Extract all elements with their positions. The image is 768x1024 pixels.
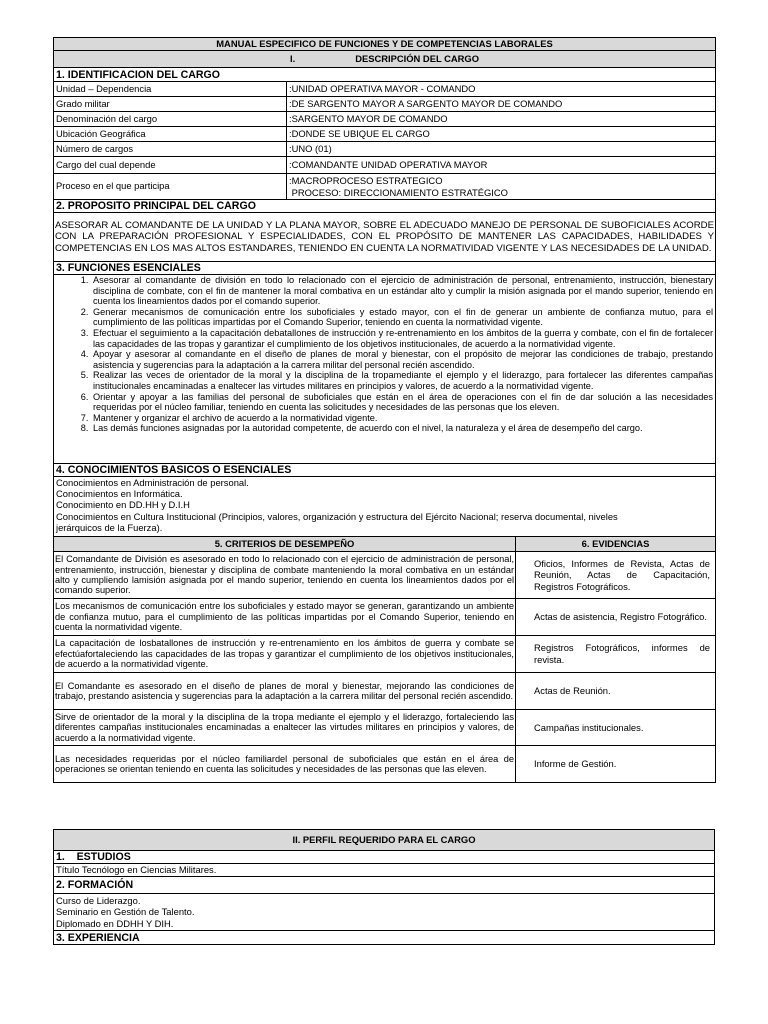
section-title: [54, 51, 716, 68]
field-label: Cargo del cual depende: [54, 157, 287, 174]
criteria-row: [54, 710, 716, 746]
process-line: :MACROPROCESO ESTRATEGICO: [289, 175, 443, 187]
criterion-text: El Comandante es asesorado en el diseño de planes de moral y bienestar, mejorando las condiciones de trabajo, prestando asistencia y sugerencias para la adaptación a la carrera militar del personal recién ascendido.: [54, 673, 516, 710]
evidence-text: Informe de Gestión.: [516, 746, 716, 783]
knowledge-item: Conocimientos en Cultura Institucional (Principios, valores, organización y estructura del Ejército Nacional; reserva documental, niveles: [56, 510, 618, 522]
studies-list: [54, 864, 715, 877]
training-item: Seminario en Gestión de Talento.: [56, 906, 195, 918]
training-item: Diplomado en DDHH Y DIH.: [56, 917, 174, 929]
identification-row: [54, 127, 716, 142]
evidence-text: Actas de Reunión.: [516, 673, 716, 710]
field-label: Denominación del cargo: [54, 112, 287, 127]
identification-row: [54, 157, 716, 174]
function-item: 6. Orientar y apoyar a las familias del personal de suboficiales que están en el área de operaciones con el fin de dar solución a las necesidades requeridas por el núcleo familiar, teniendo en cuenta las solicitudes y necesidades de las personas que los eleven.: [91, 392, 713, 413]
training-item: Curso de Liderazgo.: [56, 895, 141, 907]
knowledge-item: jerárquicos de la Fuerza).: [56, 521, 163, 533]
evidence-text: Campañas institucionales.: [516, 710, 716, 746]
identification-row: [54, 82, 716, 97]
field-label: Número de cargos: [54, 142, 287, 157]
function-item: 4. Apoyar y asesorar al comandante en el diseño de planes de moral y bienestar, con el propósito de mejorar las condiciones de trabajo, prestando asistencia y sugerencias para la adaptación a la carrera militar del personal recién ascendido.: [91, 349, 713, 370]
studies-heading: 1. ESTUDIOS: [54, 851, 715, 864]
identification-heading: 1. IDENTIFICACION DEL CARGO: [54, 68, 716, 82]
criteria-row: [54, 599, 716, 636]
knowledge-list: [54, 477, 716, 537]
job-description-table: [53, 37, 716, 783]
field-label: Ubicación Geográfica: [54, 127, 287, 142]
criteria-row: [54, 673, 716, 710]
field-label: Unidad – Dependencia: [54, 82, 287, 97]
criteria-heading: 5. CRITERIOS DE DESEMPEÑO: [54, 537, 516, 552]
function-item: 8. Las demás funciones asignadas por la autoridad competente, de acuerdo con el nivel, la naturaleza y el área de desempeño del cargo.: [91, 423, 713, 434]
function-item: 1. Asesorar al comandante de división en todo lo relacionado con el ejercicio de administración de personal, entrenamiento, instrucción, bienestary disciplina de combate, con el fin de mantener la moral combativa en un estándar alto y cumplir la misión asignada por el mando superior, teniendo en cuenta los lineamientos dados por el comando superior.: [91, 275, 713, 307]
function-item: 7. Mantener y organizar el archivo de acuerdo a la normatividad vigente.: [91, 413, 713, 424]
manual-title: MANUAL ESPECIFICO DE FUNCIONES Y DE COMPETENCIAS LABORALES: [54, 38, 716, 51]
experience-heading: 3. EXPERIENCIA: [54, 931, 715, 945]
field-value: :COMANDANTE UNIDAD OPERATIVA MAYOR: [287, 157, 716, 174]
identification-row: [54, 142, 716, 157]
knowledge-item: Conocimiento en DD.HH y D.I.H: [56, 499, 190, 511]
knowledge-heading: 4. CONOCIMIENTOS BASICOS O ESENCIALES: [54, 464, 716, 477]
field-value: :SARGENTO MAYOR DE COMANDO: [287, 112, 716, 127]
profile-title: II. PERFIL REQUERIDO PARA EL CARGO: [54, 830, 715, 851]
identification-row: [54, 97, 716, 112]
field-value: :DONDE SE UBIQUE EL CARGO: [287, 127, 716, 142]
knowledge-item: Conocimientos en Informática.: [56, 488, 183, 500]
field-value: :DE SARGENTO MAYOR A SARGENTO MAYOR DE COMANDO: [287, 97, 716, 112]
profile-table: [53, 829, 715, 945]
evidence-heading: 6. EVIDENCIAS: [516, 537, 716, 552]
evidence-text: Actas de asistencia, Registro Fotográfico.: [516, 599, 716, 636]
function-item: 5. Realizar las veces de orientador de la moral y la disciplina de la tropamediante el ejemplo y el liderazgo, para fortalecer las diferentes campañas institucionales encaminadas a enaltecer las virtudes militares en principios y valores, de acuerdo a la normatividad vigente.: [91, 370, 713, 391]
training-heading: 2. FORMACIÓN: [54, 877, 715, 894]
training-list: [54, 894, 715, 931]
functions-cell: [54, 275, 716, 464]
functions-heading: 3. FUNCIONES ESENCIALES: [54, 262, 716, 275]
field-value: :UNIDAD OPERATIVA MAYOR - COMANDO: [287, 82, 716, 97]
purpose-text: ASESORAR AL COMANDANTE DE LA UNIDAD Y LA PLANA MAYOR, SOBRE EL ADECUADO MANEJO DE PERSONAL DE SUBOFICIALES ACORDE CON LA PREPARACIÓN PROFESIONAL Y ESPECIALIDADES, CON EL PROPÓSITO DE MANTENER LAS CAPACIDADES, HABILIDADES Y COMPETENCIAS EN LOS MAS ALTOS ESTANDARES, TENIENDO EN CUENTA LA NORMATIVIDAD VIGENTE Y LAS NECESIDADES DE LA UNIDAD.: [54, 213, 716, 262]
evidence-text: Registros Fotográficos, informes de revista.: [516, 636, 716, 673]
process-value: [287, 174, 716, 200]
process-label: Proceso en el que participa: [54, 174, 287, 200]
criteria-row: [54, 552, 716, 599]
knowledge-item: Conocimientos en Administración de personal.: [56, 477, 249, 488]
section-number: I.: [289, 52, 296, 64]
criterion-text: Las necesidades requeridas por el núcleo familiardel personal de suboficiales que están en el área de operaciones se orientan teniendo en cuenta las solicitudes y necesidades de las personas que las eleven.: [54, 746, 516, 783]
evidence-text: Oficios, Informes de Revista, Actas de Reunión, Actas de Capacitación, Registros Fotográficos.: [516, 552, 716, 599]
function-item: 2. Generar mecanismos de comunicación entre los suboficiales y estado mayor, con el fin de generar un ambiente de confianza mutuo, para el cumplimiento de las políticas impartidas por el Comando Superior, teniendo en cuenta la normatividad vigente.: [91, 307, 713, 328]
studies-item: Título Tecnólogo en Ciencias Militares.: [56, 864, 217, 876]
process-line: PROCESO: DIRECCIONAMIENTO ESTRATÉGICO: [289, 186, 508, 198]
functions-list: [56, 275, 713, 434]
function-item: 3. Efectuar el seguimiento a la capacitación debatallones de instrucción y re-entrenamiento en los ámbitos de la guerra y combate, con el fin de fortalecer las capacidades de las tropas y garantizar el cumplimiento de los objetivos institucionales, de acuerdo a la normatividad vigente.: [91, 328, 713, 349]
criterion-text: La capacitación de losbatallones de instrucción y re-entrenamiento en los ámbitos de guerra y combate se efectúafortaleciendo las capacidades de las tropas y garantizar el cumplimiento de los objetivos institucionales, de acuerdo a la normatividad vigente.: [54, 636, 516, 673]
criterion-text: Sirve de orientador de la moral y la disciplina de la tropa mediante el ejemplo y el liderazgo, fortaleciendo las diferentes campañas institucionales encaminadas a enaltecer las virtudes militares en principios y valores, de acuerdo a la normatividad vigente.: [54, 710, 516, 746]
criteria-row: [54, 746, 716, 783]
section-title-text: DESCRIPCIÓN DEL CARGO: [355, 52, 480, 64]
criterion-text: Los mecanismos de comunicación entre los suboficiales y estado mayor se generan, garantizando un ambiente de confianza mutuo, para el cumplimiento de las políticas impartidas por el Comando Superior, teniendo en cuenta la normatividad vigente.: [54, 599, 516, 636]
field-label: Grado militar: [54, 97, 287, 112]
criteria-row: [54, 636, 716, 673]
field-value: :UNO (01): [287, 142, 716, 157]
purpose-heading: 2. PROPOSITO PRINCIPAL DEL CARGO: [54, 200, 716, 213]
identification-row: [54, 112, 716, 127]
process-row: [54, 174, 716, 200]
criterion-text: El Comandante de División es asesorado en todo lo relacionado con el ejercicio de administración de personal, entrenamiento, instrucción, bienestar y disciplina de combate manteniendo la moral combativa en un estándar alto y cumpliendo lamisión asignada por el mando superior, teniendo en cuenta los lineamientos dados por el comando superior.: [54, 552, 516, 599]
